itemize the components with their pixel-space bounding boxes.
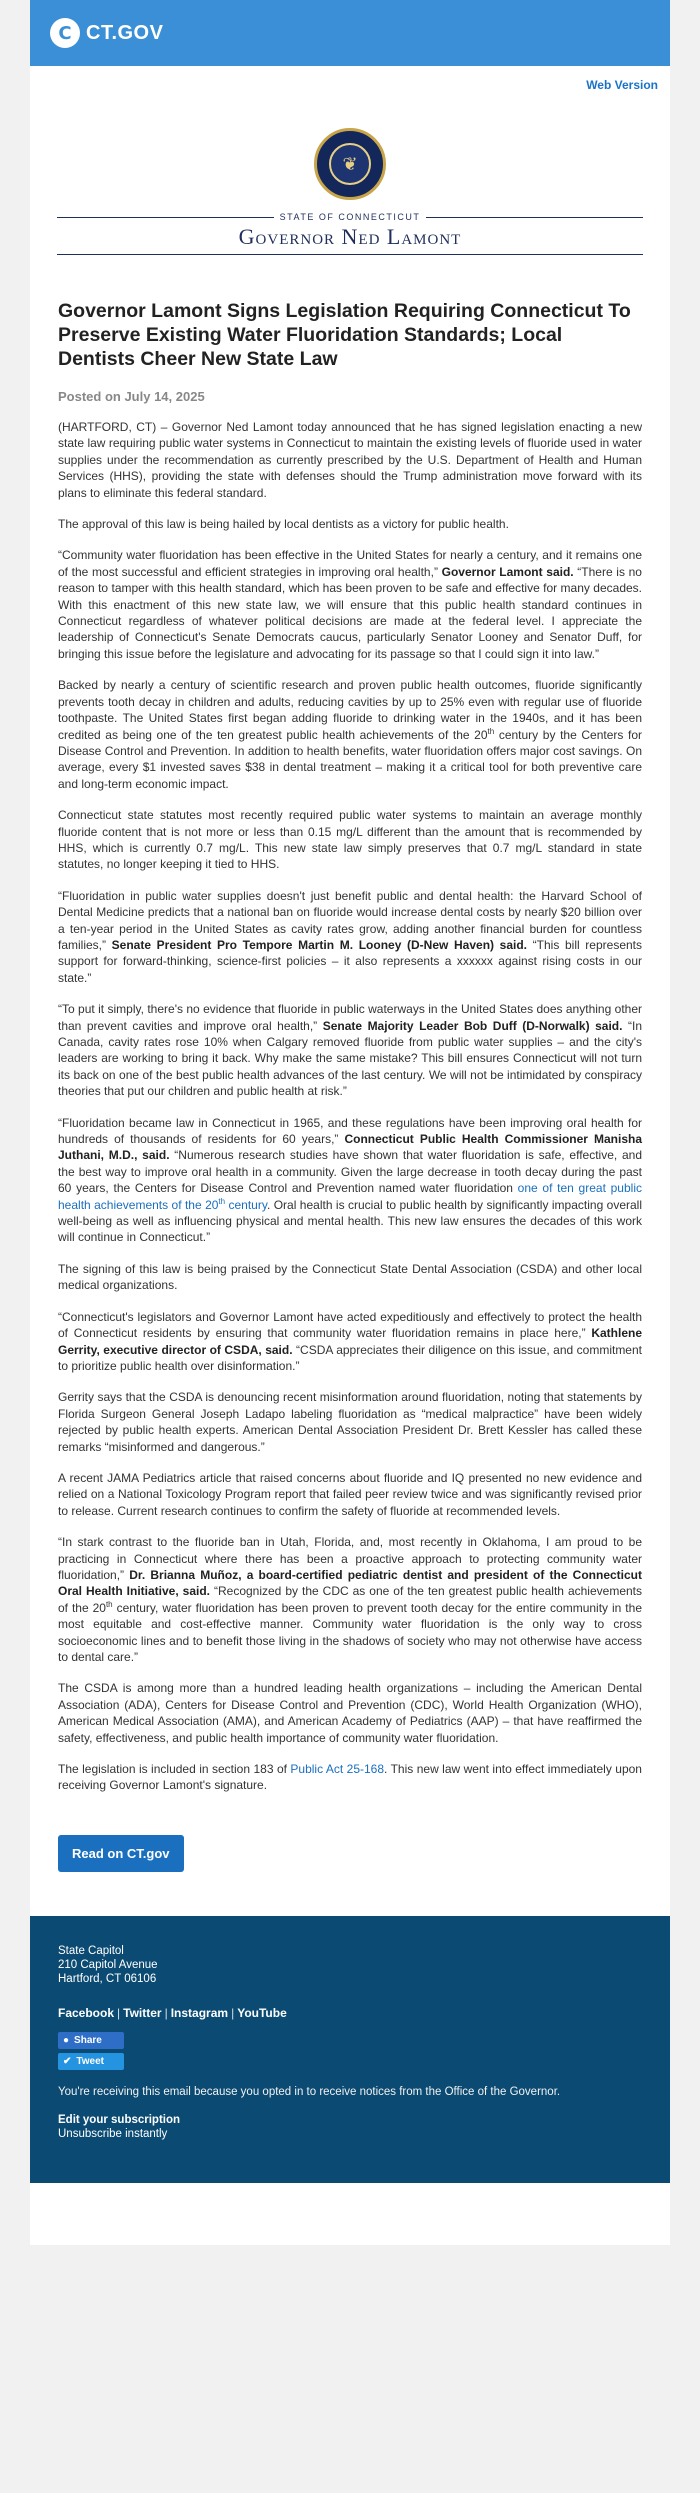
- speaker-attribution: Senate Majority Leader Bob Duff (D-Norwalk) said.: [322, 1018, 623, 1033]
- superscript: th: [487, 726, 495, 736]
- speaker-attribution: Governor Lamont said.: [441, 564, 574, 579]
- separator: |: [117, 2005, 121, 2020]
- divider: [426, 217, 643, 218]
- quote-text: “Fluoridation became law in Connecticut in 1965, and these regulations have been improving oral health for hundreds of thousands of residents for 60 years,”: [58, 1115, 642, 1147]
- superscript: th: [218, 1196, 226, 1206]
- link-text: century: [225, 1197, 267, 1212]
- paragraph-text: Gerrity says that the CSDA is denouncing recent misinformation around fluoridation, noting that statements by Florida Surgeon General Joseph Ladapo labeling fluoridation as “medical malpractice” have been widely rejected by public health experts. American Dental Association President Dr. Brett Kessler has called these remarks “misinformed and dangerous.”: [58, 1390, 642, 1454]
- paragraph-text: Connecticut state statutes most recently required public water systems to maintain an average monthly fluoride content that is not more or less than 0.15 mg/L different than the amount that is recommended by HHS, which is currently 0.7 mg/L. This new state law simply preserves that 0.7 mg/L standard in state statutes, no longer keeping it tied to HHS.: [58, 808, 642, 872]
- quote-text: “Connecticut's legislators and Governor Lamont have acted expeditiously and effectively to protect the health of Connecticut residents by ensuring that community water fluoridation remains in place here,”: [58, 1309, 642, 1341]
- paragraph: [58, 807, 642, 873]
- subscription-notice: You're receiving this email because you opted in to receive notices from the Office of the Governor.: [58, 2085, 561, 2098]
- address-line: 210 Capitol Avenue: [58, 1958, 158, 1971]
- masthead-state: STATE OF CONNECTICUT: [279, 212, 421, 222]
- quote-text: “Fluoridation in public water supplies doesn't just benefit public and dental health: the Harvard School of Dental Medicine predicts that a national ban on fluoride would increase dental costs by nearly $20 billion over a ten-year period in the United States as cavity rates grow, adding another financial burden for countless families,”: [58, 888, 642, 952]
- facebook-icon: ●: [63, 2034, 70, 2046]
- quote-text: “Recognized by the CDC as one of the ten greatest public health achievements of the 20: [58, 1584, 642, 1615]
- social-links: [58, 2006, 642, 2020]
- link-text: one of ten great public health achievements of the 20: [58, 1181, 642, 1212]
- superscript: th: [105, 1599, 113, 1609]
- address-line: State Capitol: [58, 1944, 124, 1957]
- separator: |: [164, 2005, 168, 2020]
- paragraph-text: A recent JAMA Pediatrics article that raised concerns about fluoride and IQ presented no new evidence and relied on a National Toxicology Program report that failed peer review twice and was significantly revised prior to release. Current research continues to confirm the safety of fluoride at recommended levels.: [58, 1470, 642, 1518]
- paragraph: [58, 1309, 642, 1375]
- paragraph-text: . This new law went into effect immediately upon receiving Governor Lamont's signature.: [58, 1762, 642, 1793]
- footer: [30, 1916, 670, 2183]
- quote-text: “In Canada, cavity rates rose 10% when Calgary removed fluoride from public water supplies – and the city's leaders are working to bring it back. Why make the same mistake? This bill ensures Connecticut will not turn its back on one of the best public health advances of the last century. We will not be intimidated by conspiracy theories that put our children and public health at risk.”: [58, 1018, 642, 1099]
- masthead-governor: Governor Ned Lamont: [238, 224, 462, 249]
- divider: [57, 254, 643, 255]
- header-bar: [30, 0, 670, 66]
- ct-logo-icon[interactable]: [50, 18, 80, 48]
- twitter-link[interactable]: Twitter: [123, 2005, 162, 2020]
- instagram-link[interactable]: Instagram: [170, 2005, 229, 2020]
- posted-date: Posted on July 14, 2025: [58, 389, 205, 404]
- paragraph-text: The approval of this law is being hailed by local dentists as a victory for public health.: [58, 517, 509, 532]
- paragraph: [58, 547, 642, 662]
- quote-text: “Community water fluoridation has been effective in the United States for nearly a century, and it remains one of the most successful and efficient strategies in improving oral health,”: [58, 548, 642, 579]
- speaker-attribution: Dr. Brianna Muñoz, a board-certified pediatric dentist and president of the Connecticut Oral Health Initiative, said.: [58, 1567, 642, 1599]
- tweet-label: Tweet: [76, 2055, 104, 2067]
- seal-vines-icon: ❦: [329, 143, 371, 185]
- paragraph: [58, 419, 642, 501]
- article-body: [30, 281, 670, 1794]
- address-line: Hartford, CT 06106: [58, 1972, 157, 1985]
- paragraph: [58, 1115, 642, 1246]
- ct-logo-text[interactable]: CT.GOV: [86, 21, 164, 44]
- paragraph-text: The signing of this law is being praised by the Connecticut State Dental Association (CSDA) and other local medical organizations.: [58, 1261, 642, 1293]
- share-label: Share: [74, 2034, 102, 2046]
- masthead: [30, 106, 670, 281]
- facebook-share-button[interactable]: [58, 2032, 124, 2049]
- unsubscribe-link[interactable]: Unsubscribe instantly: [58, 2127, 168, 2140]
- paragraph: [58, 516, 642, 532]
- quote-text: “In stark contrast to the fluoride ban in Utah, Florida, and, most recently in Oklahoma, I am proud to be practicing in Connecticut where there has been a proactive approach to protecting community water fluoridation,”: [58, 1535, 642, 1582]
- paragraph-text: (HARTFORD, CT) – Governor Ned Lamont today announced that he has signed legislation enacting a new state law requiring public water systems in Connecticut to maintain the existing levels of fluoride used in water supplies under the recommendation as currently prescribed by the U.S. Department of Health and Human Services (HHS), providing the state with defenses should the Trump administration move forward with its plans to eliminate this federal standard.: [58, 420, 642, 500]
- paragraph: [58, 1470, 642, 1519]
- twitter-tweet-button[interactable]: [58, 2053, 124, 2070]
- paragraph: [58, 1001, 642, 1099]
- paragraph-text: century by the Centers for Disease Control and Prevention. In addition to health benefits, water fluoridation offers major cost savings. On average, every $1 invested saves $38 in dental treatment – making it a critical tool for both preventive care and long-term economic impact.: [58, 727, 642, 791]
- speaker-attribution: Kathlene Gerrity, executive director of CSDA, said.: [58, 1326, 642, 1357]
- quote-text: “This bill represents support for forward-thinking, science-first policies – it also represents a xxxxxx against rising costs in our state.”: [58, 937, 642, 985]
- web-version-row: [30, 66, 670, 106]
- email-container: [30, 0, 670, 2245]
- logo-glyph: C: [58, 22, 72, 44]
- article-title: Governor Lamont Signs Legislation Requiring Connecticut To Preserve Existing Water Fluoridation Standards; Local Dentists Cheer New State Law: [58, 300, 631, 370]
- divider: [57, 217, 274, 218]
- state-seal-icon: [314, 128, 386, 200]
- quote-text: “There is no reason to tamper with this health standard, which has been proven to be safe and effective for many decades. With this enactment of this new state law, we will ensure that this public health standard continues in Connecticut regardless of whatever political decisions are made at the federal level. I appreciate the leadership of Connecticut's Senate Democrats caucus, particularly Senator Looney and Senator Duff, for bringing this issue before the legislature and advocating for its passage so that I could sign it into law.”: [58, 564, 642, 661]
- bottom-spacer: [30, 2183, 670, 2245]
- paragraph: [58, 888, 642, 986]
- paragraph: [58, 1761, 642, 1794]
- quote-text: “To put it simply, there's no evidence that fluoride in public waterways in the United States does anything other than prevent cavities and improve oral health,”: [58, 1002, 642, 1033]
- masthead-state-line: [57, 212, 643, 222]
- read-on-ctgov-button[interactable]: Read on CT.gov: [58, 1835, 184, 1872]
- paragraph: [58, 1534, 642, 1665]
- paragraph-text: Backed by nearly a century of scientific research and proven public health outcomes, fluoride significantly prevents tooth decay in children and adults, reducing cavities by up to 25% even with regular use of fluoride toothpaste. The United States first began adding fluoride to drinking water in the 1940s, and it has been credited as being one of the ten greatest public health achievements of the 20: [58, 678, 642, 742]
- web-version-link[interactable]: Web Version: [586, 78, 658, 92]
- paragraph: [58, 1261, 642, 1294]
- paragraph: [58, 677, 642, 792]
- share-buttons: [58, 2032, 642, 2070]
- quote-text: “CSDA appreciates their diligence on this issue, and commitment to prioritize public health over disinformation.”: [58, 1342, 642, 1373]
- public-act-link[interactable]: Public Act 25-168: [290, 1762, 385, 1777]
- twitter-bird-icon: ✔: [63, 2055, 72, 2067]
- paragraph: [58, 1389, 642, 1455]
- footer-address: [58, 1944, 642, 1986]
- speaker-attribution: Connecticut Public Health Commissioner Manisha Juthani, M.D., said.: [58, 1132, 642, 1163]
- facebook-link[interactable]: Facebook: [58, 2005, 115, 2020]
- quote-text: “Numerous research studies have shown that water fluoridation is safe, effective, and the best way to improve oral health in a community. Given the large decrease in tooth decay during the past 60 years, the Centers for Disease Control and Prevention named water fluoridation: [58, 1148, 642, 1196]
- edit-subscription-link[interactable]: Edit your subscription: [58, 2113, 181, 2126]
- quote-text: century, water fluoridation has been proven to prevent tooth decay for the entire community in the most equitable and cost-effective manner. Community water fluoridation is the only way to cross socioeconomic lines and to benefit those living in the shadows of society who may not otherwise have access to dental care.”: [58, 1600, 642, 1664]
- quote-text: . Oral health is crucial to public health by significantly impacting overall well-being as well as influencing physical and mental health. This new law ensures the decades of this work will continue in Connecticut.”: [58, 1197, 642, 1245]
- separator: |: [231, 2005, 235, 2020]
- cta-area: [30, 1809, 670, 1916]
- speaker-attribution: Senate President Pro Tempore Martin M. Looney (D-New Haven) said.: [111, 937, 528, 952]
- youtube-link[interactable]: YouTube: [237, 2005, 287, 2020]
- paragraph-text: The CSDA is among more than a hundred leading health organizations – including the American Dental Association (ADA), Centers for Disease Control and Prevention (CDC), World Health Organization (WHO), American Medical Association (AMA), and American Academy of Pediatrics (AAP) – that have reaffirmed the safety, effectiveness, and public health importance of community water fluoridation.: [58, 1681, 642, 1745]
- paragraph-text: The legislation is included in section 183 of: [58, 1762, 291, 1777]
- paragraph: [58, 1680, 642, 1746]
